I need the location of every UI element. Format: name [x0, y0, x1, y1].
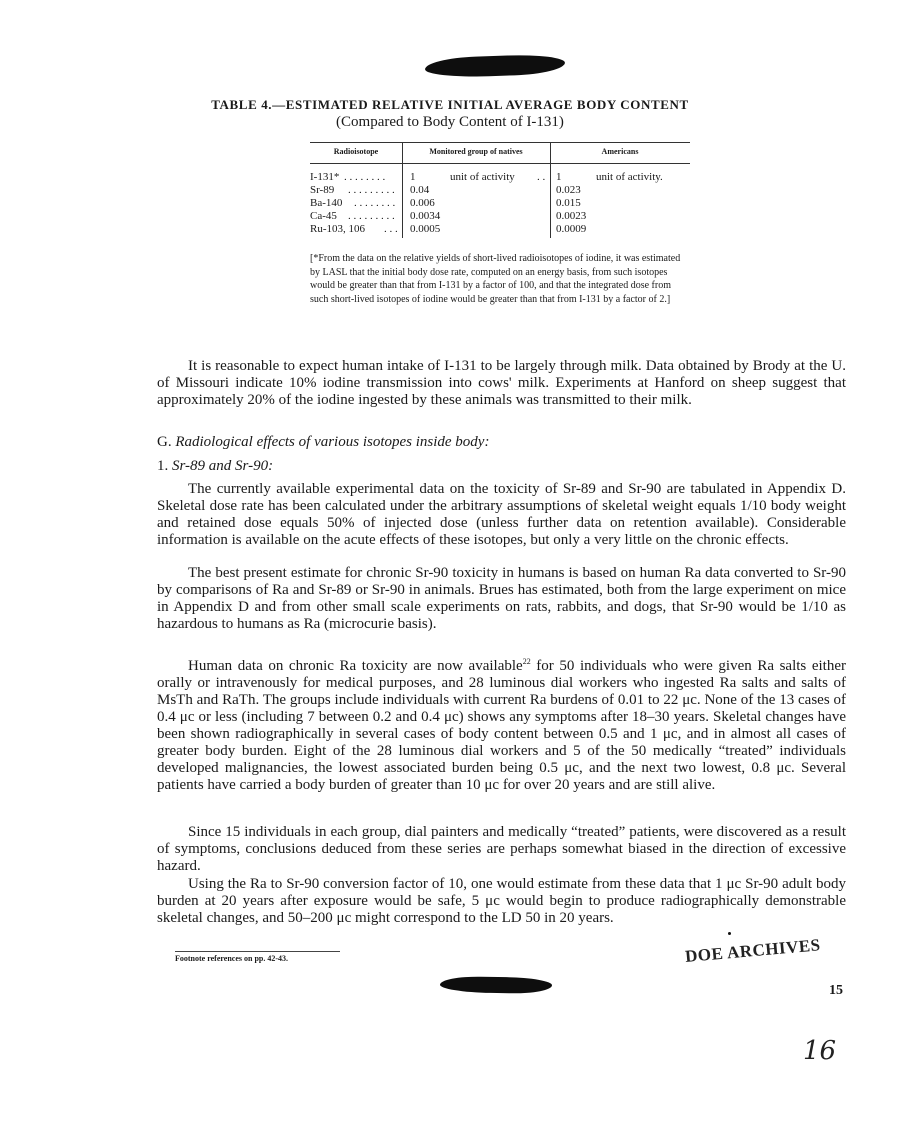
- fraction: 1/10: [801, 599, 828, 615]
- table-cell-americans-unit: unit of activity.: [596, 171, 663, 183]
- handwritten-page-mark: 16: [803, 1036, 837, 1066]
- table-cell-americans: 0.0009: [556, 223, 587, 235]
- section-heading-g: [157, 434, 489, 451]
- paragraph-human-data: [157, 653, 846, 794]
- table-cell-natives: 0.04: [410, 184, 430, 196]
- table-footnote: [*From the data on the relative yields of short-lived radioisotopes of iodine, it was estimated by LASL that the initial body dose rate, computed on an energy basis, from such isotopes would be greater than that from I-131 by a factor of 100, and that the integrated dose from such short-lived isotopes of iodine would be greater than that from I-131 by a factor of 2.]: [310, 253, 681, 306]
- table-cell-natives: 0.0005: [410, 223, 441, 235]
- redaction-mark-bottom: [440, 976, 552, 994]
- table-column-rule: [402, 142, 403, 238]
- footnote-marker: 22: [522, 657, 531, 666]
- footnote-rule: [175, 951, 340, 952]
- table-cell-americans: 1: [556, 171, 562, 183]
- dot-leader: . . . . . . . . .: [348, 210, 395, 222]
- dot-leader: . .: [537, 171, 546, 183]
- table-top-rule: [310, 142, 690, 143]
- table-cell-americans: 0.0023: [556, 210, 587, 222]
- table-subtitle: (Compared to Body Content of I-131): [336, 114, 564, 130]
- subsection-heading-1-text: Sr-89 and Sr-90:: [172, 458, 274, 474]
- paragraph-text: The best present estimate for chronic Sr-90 toxicity in humans is based on human Ra data converted to Sr-90 by comparisons of Ra and Sr-89 or Sr-90 in animals. Brues has estimated, both from the large experiment on mice in Appendix D and from other small scale experiments on rats, rabbits, and dogs, that Sr-90 would be: [157, 565, 846, 615]
- table-cell-natives: 0.0034: [410, 210, 441, 222]
- table-cell-americans: 0.015: [556, 197, 581, 209]
- paragraph-conversion-factor: Using the Ra to Sr-90 conversion factor of 10, one would estimate from these data that 1 μc Sr-90 adult body burden at 20 years after exposure would be safe, 5 μc would begin to produce radiographically demonstrable skeletal changes, and 50–200 μc might correspond to the LD 50 in 20 years.: [157, 876, 846, 926]
- dot-leader: . . .: [384, 223, 398, 235]
- stray-mark: [728, 932, 731, 935]
- paragraph-iodine-milk: It is reasonable to expect human intake of I-131 to be largely through milk. Data obtained by Brody at the U. of Missouri indicate 10% iodine transmission into cows' milk. Experiments at Hanford on sheep suggest that approximately 20% of the iodine ingested by these animals was transmitted to their milk.: [157, 358, 846, 408]
- header-natives: Monitored group of natives: [429, 147, 523, 156]
- subsection-heading-1: [157, 458, 273, 475]
- paragraph-text: The currently available experimental data on the toxicity of Sr-89 and Sr-90 are tabulated in Appendix D. Skeletal dose rate has been calculated under the arbitrary assumptions of skeletal weight equals: [157, 481, 846, 514]
- subsection-heading-1-label: 1.: [157, 458, 169, 474]
- fraction: 1/10: [739, 498, 767, 514]
- paragraph-text: Human data on chronic Ra toxicity are now available: [188, 658, 523, 674]
- table-cell-isotope: Ru-103, 106: [310, 223, 365, 235]
- table-cell-americans: 0.023: [556, 184, 581, 196]
- header-americans: Americans: [601, 147, 639, 156]
- paragraph-text: as hazardous to humans as Ra (microcurie basis).: [157, 599, 846, 632]
- paragraph-best-estimate: [157, 565, 846, 633]
- paragraph-currently-available: [157, 481, 846, 549]
- table-cell-isotope: Ba-140: [310, 197, 343, 209]
- paragraph-text: body weight and retained dose equals 50% of injected dose (unless further data on retention available). Considerable information is available on the acute effects of these isotopes, but only a very little on the chronic effects.: [157, 498, 846, 548]
- paragraph-since-15: Since 15 individuals in each group, dial painters and medically “treated” patients, were discovered as a result of symptoms, conclusions deduced from these series are perhaps somewhat biased in the direction of excessive hazard.: [157, 824, 846, 874]
- section-heading-g-text: Radiological effects of various isotopes inside body:: [175, 434, 490, 450]
- doe-archives-stamp: DOE ARCHIVES: [684, 935, 822, 967]
- table-cell-isotope: Ca-45: [310, 210, 337, 222]
- section-heading-g-label: G.: [157, 434, 172, 450]
- table-column-rule: [550, 142, 551, 238]
- footnote-reference: Footnote references on pp. 42-43.: [175, 954, 289, 963]
- redaction-mark-top: [425, 54, 566, 79]
- table-cell-natives-unit: unit of activity: [450, 171, 515, 183]
- page-number: 15: [829, 983, 843, 998]
- dot-leader: . . . . . . . .: [354, 197, 396, 209]
- table-cell-natives: 1: [410, 171, 416, 183]
- dot-leader: . . . . . . . . .: [348, 184, 395, 196]
- paragraph-text: for 50 individuals who were given Ra salts either orally or intravenously for medical purposes, and 28 luminous dial workers who ingested Ra salts and salts of MsTh and RaTh. The groups include individuals with current Ra burdens of 0.01 to 22 μc. None of the 13 cases of 0.4 μc or less (including 7 between 0.2 and 0.4 μc) shows any symptoms after 18–30 years. Skeletal changes have been shown radiographically in several cases of body content between 0.5 and 1 μc, and in almost all cases of greater body burden. Eight of the 28 luminous dial workers and 5 of the 50 medically “treated” individuals developed malignancies, the lowest associated burden being 0.5 μc, and the next two lowest, 0.8 μc. Several patients have carried a body burden of greater than 10 μc for over 20 years and are still alive.: [157, 658, 847, 793]
- table-header-rule: [310, 163, 690, 164]
- table-cell-natives: 0.006: [410, 197, 435, 209]
- table-cell-isotope: Sr-89: [310, 184, 335, 196]
- header-radioisotope: Radioisotope: [333, 147, 379, 156]
- table-cell-isotope: I-131*: [310, 171, 340, 183]
- dot-leader: . . . . . . . .: [344, 171, 386, 183]
- table-title: TABLE 4.—ESTIMATED RELATIVE INITIAL AVERAGE BODY CONTENT: [211, 97, 689, 112]
